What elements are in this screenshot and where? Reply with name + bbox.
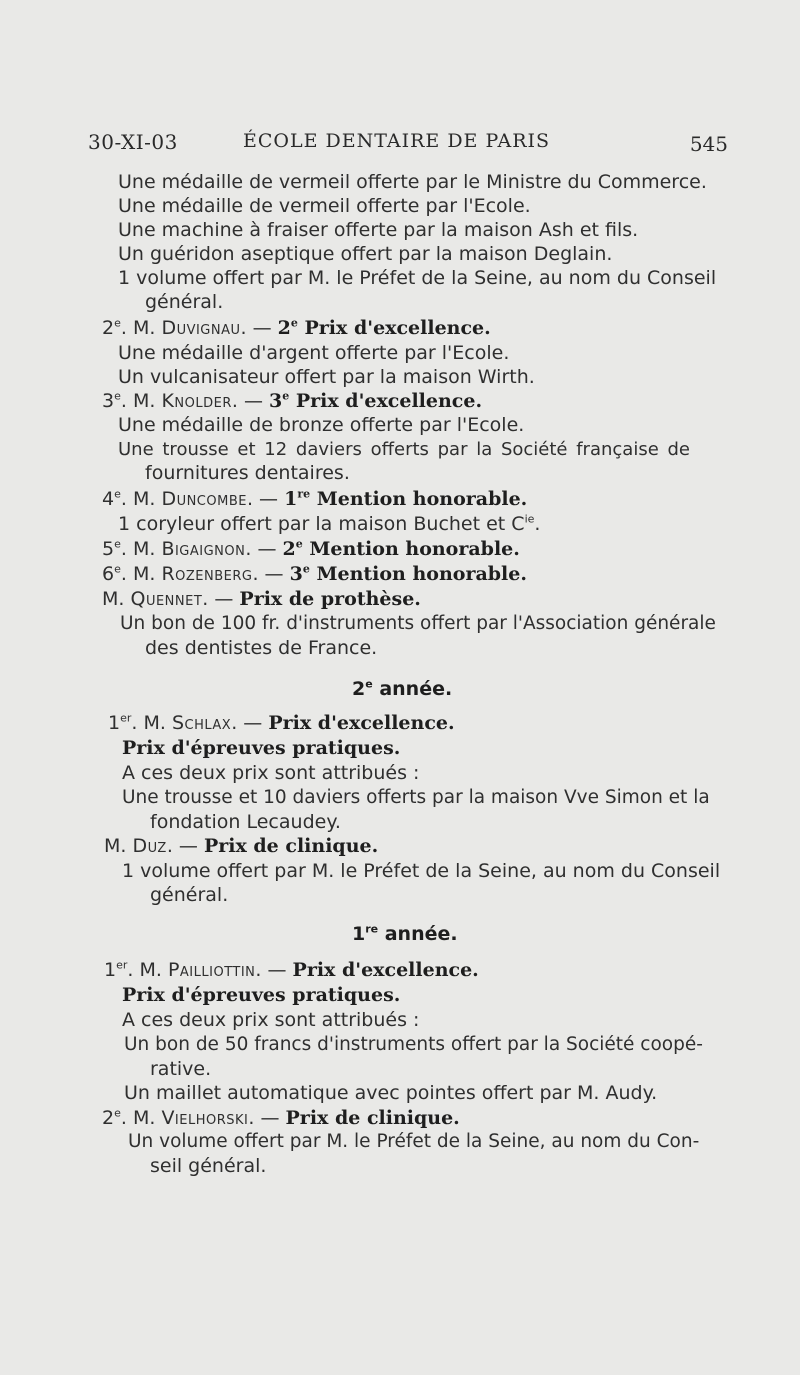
section-heading	[352, 923, 458, 945]
rank: 2	[102, 1107, 115, 1129]
prize-rank-suffix: e	[282, 389, 290, 403]
separator: . —	[252, 563, 290, 585]
prize-name: Mention honorable.	[302, 538, 520, 560]
student-name: Quennet	[130, 588, 203, 610]
header-date: 30-XI-03	[88, 130, 178, 154]
title-m: . M.	[120, 563, 162, 585]
text-line: général.	[145, 291, 224, 313]
separator: . —	[255, 959, 293, 981]
rank-suffix: e	[114, 1106, 121, 1120]
text-line: Une médaille de bronze offerte par l'Ecole.	[118, 414, 525, 436]
text-line: 1 volume offert par M. le Préfet de la Seine, au nom du Conseil	[122, 860, 721, 882]
prize-name: Mention honorable.	[310, 488, 528, 510]
text-line: Un vulcanisateur offert par la maison Wirth.	[118, 366, 535, 388]
award-entry	[108, 711, 455, 735]
prize-name: Prix de prothèse.	[239, 588, 421, 610]
rank-suffix: er	[116, 958, 128, 972]
rank-suffix: e	[114, 537, 121, 551]
student-name: Duz	[132, 835, 167, 857]
text-line: seil général.	[150, 1155, 267, 1177]
rank: 3	[102, 390, 115, 412]
text-line: A ces deux prix sont attribués :	[122, 1009, 420, 1031]
title-m: . M.	[131, 712, 172, 734]
student-name: Schlax	[171, 712, 232, 734]
text-line: Une médaille d'argent offerte par l'Ecole.	[118, 342, 510, 364]
text-line: des dentistes de France.	[145, 637, 378, 659]
award-entry	[102, 389, 482, 413]
title-m: . M.	[120, 538, 162, 560]
prize-rank-suffix: re	[297, 487, 311, 501]
text-fragment: .	[534, 513, 541, 535]
text-line: Un bon de 100 fr. d'instruments offert par l'Association générale	[120, 613, 716, 634]
year-label: année.	[372, 678, 453, 700]
text-line: Une trousse et 10 daviers offerts par la maison Vve Simon et la	[122, 787, 710, 808]
text-line: Une machine à fraiser offerte par la maison Ash et fils.	[118, 219, 639, 241]
award-entry	[102, 487, 527, 511]
prize-rank-suffix: e	[302, 562, 310, 576]
text-line: Une médaille de vermeil offerte par le Ministre du Commerce.	[118, 171, 707, 193]
separator: . —	[166, 835, 204, 857]
text-line: Une trousse et 12 daviers offerts par la Société française de	[118, 439, 690, 460]
running-header	[88, 130, 728, 160]
rank-suffix: e	[114, 316, 121, 330]
prize-name: Prix d'excellence.	[268, 712, 455, 734]
text-line: Un bon de 50 francs d'instruments offert par la Société coopé-	[124, 1034, 703, 1055]
year-suffix: re	[365, 922, 379, 936]
text-line: fondation Lecaudey.	[150, 811, 341, 833]
text-fragment: 1 coryleur offert par la maison Buchet et C	[118, 513, 525, 535]
student-name: Knolder	[161, 390, 232, 412]
title-m: . M.	[127, 959, 168, 981]
text-line: général.	[150, 884, 229, 906]
section-heading	[352, 678, 452, 700]
award-entry	[102, 587, 421, 611]
text-superscript: ie	[524, 512, 535, 526]
prize-rank: 3	[268, 390, 283, 412]
rank: 4	[102, 488, 115, 510]
separator: . —	[202, 588, 240, 610]
separator: . —	[240, 317, 278, 339]
separator: . —	[245, 538, 283, 560]
prize-name: Prix d'excellence.	[289, 390, 483, 412]
prize-rank: 3	[289, 563, 303, 585]
prize-name: Prix d'épreuves pratiques.	[122, 984, 401, 1006]
student-name: Duncombe	[161, 488, 247, 510]
rank: 1	[104, 959, 117, 981]
award-entry	[102, 537, 520, 561]
prize-name: Prix de clinique.	[203, 835, 379, 857]
rank: 1	[108, 712, 121, 734]
separator: . —	[246, 488, 285, 510]
rank-suffix: e	[114, 487, 121, 501]
year-number: 2	[352, 678, 366, 700]
year-suffix: e	[365, 677, 373, 691]
text-line: A ces deux prix sont attribués :	[122, 762, 420, 784]
separator: . —	[231, 390, 269, 412]
award-entry	[104, 958, 479, 982]
rank-suffix: e	[114, 562, 121, 576]
student-name: Rozenberg	[161, 563, 253, 585]
text-line: Un volume offert par M. le Préfet de la Seine, au nom du Con-	[128, 1131, 700, 1152]
title-m: M.	[104, 835, 133, 857]
rank-suffix: er	[120, 711, 132, 725]
prize-rank: 1	[284, 488, 298, 510]
prize-rank: 2	[282, 538, 296, 560]
student-name: Bigaignon	[161, 538, 246, 560]
separator: . —	[231, 712, 269, 734]
student-name: Vielhorski	[161, 1107, 249, 1129]
award-entry	[104, 834, 378, 858]
award-entry	[102, 562, 527, 586]
prize-rank: 2	[277, 317, 291, 339]
text-line: Un guéridon aseptique offert par la maison Deglain.	[118, 243, 613, 265]
text-line: fournitures dentaires.	[145, 462, 350, 484]
student-name: Pailliottin	[167, 959, 256, 981]
page-number: 545	[689, 132, 728, 156]
title-m: M.	[102, 588, 131, 610]
text-line: Un maillet automatique avec pointes offert par M. Audy.	[124, 1082, 658, 1104]
text-line: rative.	[150, 1058, 212, 1080]
prize-name: Prix d'épreuves pratiques.	[122, 737, 401, 759]
student-name: Duvignau	[161, 317, 241, 339]
prize-rank-suffix: e	[295, 537, 303, 551]
title-m: . M.	[120, 390, 162, 412]
award-entry	[102, 1106, 460, 1130]
award-entry	[102, 316, 491, 340]
text-line	[118, 512, 540, 536]
rank: 6	[102, 563, 115, 585]
title-m: . M.	[120, 488, 162, 510]
year-label: année.	[378, 923, 458, 945]
title-m: . M.	[120, 317, 162, 339]
text-line: 1 volume offert par M. le Préfet de la Seine, au nom du Conseil	[118, 267, 717, 289]
separator: . —	[248, 1107, 286, 1129]
year-number: 1	[352, 923, 366, 945]
rank: 5	[102, 538, 115, 560]
title-m: . M.	[120, 1107, 162, 1129]
prize-rank-suffix: e	[290, 316, 298, 330]
rank-suffix: e	[114, 389, 121, 403]
prize-name: Mention honorable.	[309, 563, 527, 585]
text-line: Une médaille de vermeil offerte par l'Ecole.	[118, 195, 531, 217]
rank: 2	[102, 317, 115, 339]
prize-name: Prix de clinique.	[285, 1107, 460, 1129]
header-title: ÉCOLE DENTAIRE DE PARIS	[243, 130, 551, 152]
prize-name: Prix d'excellence.	[297, 317, 491, 339]
prize-name: Prix d'excellence.	[292, 959, 479, 981]
